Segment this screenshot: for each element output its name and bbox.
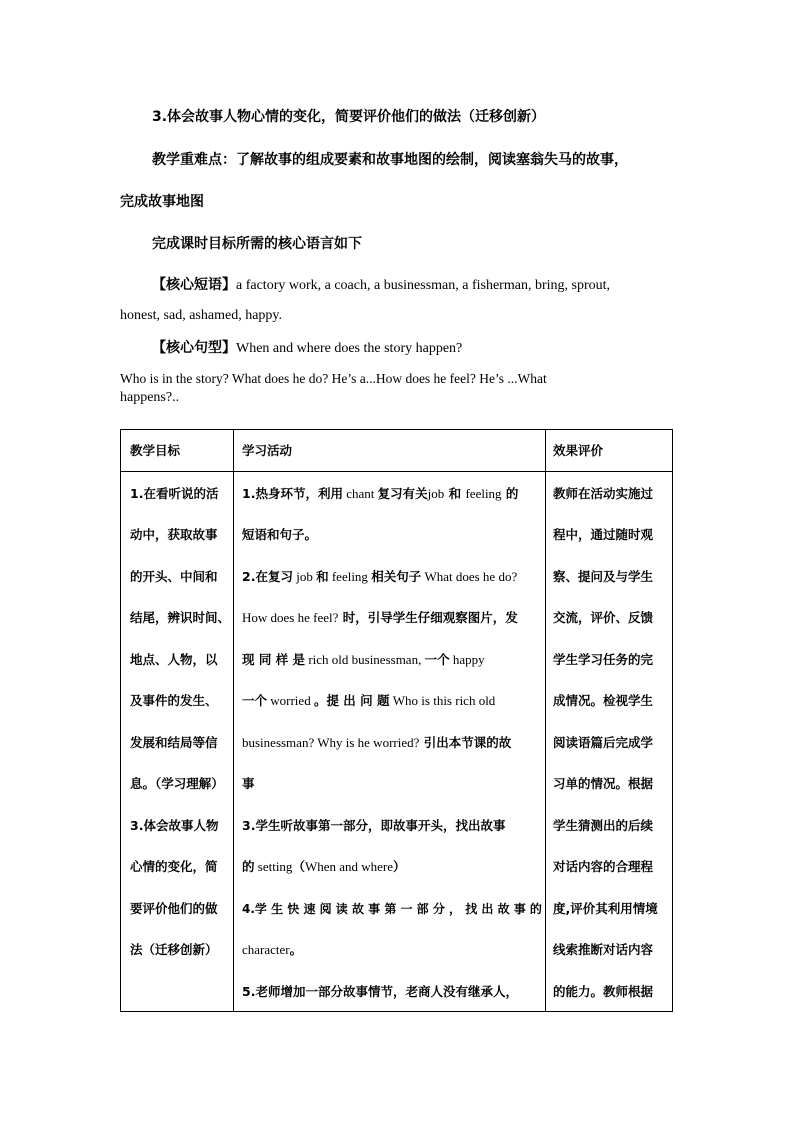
key-difficulty-line-1: 教学重难点：了解故事的组成要素和故事地图的绘制，阅读塞翁失马的故事，	[152, 152, 628, 168]
core-language-intro: 完成课时目标所需的核心语言如下	[152, 236, 362, 252]
activity-text: 。	[289, 942, 303, 957]
key-difficulty-line-2: 完成故事地图	[120, 194, 204, 210]
activity-text: 引出本节课的故	[419, 735, 512, 750]
activity-text: 的	[501, 486, 519, 501]
activity-text: 2.在复习	[242, 569, 293, 584]
header-divider	[121, 471, 672, 472]
activity-text: 和	[316, 569, 329, 584]
header-effect-evaluation: 效果评价	[553, 443, 604, 458]
activity-line-7	[242, 735, 511, 751]
activity-text: How does he feel?	[242, 610, 339, 625]
evaluation-cell-line: 程中，通过随时观	[553, 527, 654, 542]
goal-cell-line: 动中，获取故事	[130, 527, 218, 542]
activity-line-1	[242, 486, 518, 502]
evaluation-cell-line: 的能力。教师根据	[553, 984, 654, 999]
evaluation-cell-line: 交流，评价、反馈	[553, 610, 654, 625]
col-divider-1	[233, 430, 234, 1011]
activity-line-9: 3.学生听故事第一部分，即故事开头，找出故事	[242, 818, 506, 833]
activity-line-12	[242, 942, 302, 958]
activity-line-3	[242, 569, 517, 585]
col-divider-2	[545, 430, 546, 1011]
activity-text: character	[242, 942, 290, 957]
evaluation-cell-line: 线索推断对话内容	[553, 942, 654, 957]
goal-cell-line: 地点、人物，以	[130, 652, 218, 667]
activity-text: happy	[449, 652, 485, 667]
activity-text: 相关句子	[371, 569, 422, 584]
evaluation-cell-line: 学生学习任务的完	[553, 652, 654, 667]
activity-text: What does he do?	[421, 569, 518, 584]
core-sentences-label: 【核心句型】	[152, 340, 236, 356]
lesson-table	[120, 429, 673, 1012]
goal-cell-line: 要评价他们的做	[130, 901, 218, 916]
core-sentences-line-2: Who is in the story? What does he do? He’s a...How does he feel? He’s ...What	[120, 371, 547, 386]
activity-text: job	[427, 486, 445, 501]
activity-text: Who is this rich old	[389, 693, 496, 708]
core-phrases-text-1: a factory work, a coach, a businessman, a fisherman, bring, sprout,	[236, 278, 610, 293]
activity-text: chant	[342, 486, 378, 501]
activity-line-13: 5.老师增加一部分故事情节，老商人没有继承人，	[242, 984, 518, 999]
evaluation-cell-line: 度,评价其利用情境	[553, 901, 658, 916]
activity-text: job	[292, 569, 317, 584]
activity-text: 现 同 样 是	[242, 652, 306, 667]
activity-text: 。提 出 问 题	[313, 693, 390, 708]
activity-text: 和	[444, 486, 466, 501]
goal-cell-line: 3.体会故事人物	[130, 818, 219, 833]
evaluation-cell-line: 对话内容的合理程	[553, 859, 654, 874]
evaluation-cell-line: 察、提问及与学生	[553, 569, 654, 584]
goal-cell-line: 心情的变化，简	[130, 859, 218, 874]
evaluation-cell-line: 习单的情况。根据	[553, 776, 654, 791]
activity-line-10	[242, 859, 406, 875]
goal-cell-line: 发展和结局等信	[130, 735, 218, 750]
activity-line-5	[242, 652, 485, 668]
activity-text: 的	[242, 859, 255, 874]
goal-cell-line: 息。（学习理解）	[130, 776, 224, 791]
core-phrases-line-1	[152, 276, 610, 295]
core-phrases-label: 【核心短语】	[152, 277, 236, 293]
goal-cell-line: 结尾，辨识时间、	[130, 610, 231, 625]
activity-text: 复习有关	[377, 486, 428, 501]
core-phrases-line-2: honest, sad, ashamed, happy.	[120, 308, 282, 323]
activity-text: 1.热身环节，利用	[242, 486, 343, 501]
core-sentences-line-3: happens?..	[120, 390, 180, 405]
activity-text: setting	[254, 859, 293, 874]
activity-line-8: 事	[242, 776, 255, 791]
activity-text: 一个	[424, 652, 450, 667]
goal-cell-line: 及事件的发生、	[130, 693, 218, 708]
activity-line-4	[242, 610, 518, 626]
core-sentences-line-1	[152, 339, 462, 358]
goal-3-line: 3.体会故事人物心情的变化，简要评价他们的做法（迁移创新）	[152, 109, 546, 125]
evaluation-cell-line: 教师在活动实施过	[553, 486, 654, 501]
activity-text: （	[292, 859, 305, 874]
activity-text: ）	[393, 859, 406, 874]
activity-text: 一个	[242, 693, 268, 708]
activity-text: worried	[267, 693, 314, 708]
activity-line-2: 短语和句子。	[242, 527, 318, 542]
activity-text: feeling	[465, 486, 502, 501]
goal-cell-line: 1.在看听说的活	[130, 486, 219, 501]
evaluation-cell-line: 学生猜测出的后续	[553, 818, 654, 833]
goal-cell-line: 的开头、中间和	[130, 569, 218, 584]
header-learning-activity: 学习活动	[242, 443, 293, 458]
activity-text: 时，引导学生仔细观察图片，发	[338, 610, 518, 625]
activity-text: feeling	[328, 569, 372, 584]
activity-text: businessman? Why is he worried?	[242, 735, 420, 750]
evaluation-cell-line: 阅读语篇后完成学	[553, 735, 654, 750]
core-sentences-text-1: When and where does the story happen?	[236, 341, 463, 356]
header-teaching-goal: 教学目标	[130, 443, 181, 458]
activity-line-6	[242, 693, 495, 709]
activity-line-11: 4.学 生 快 速 阅 读 故 事 第 一 部 分 ， 找 出 故 事 的	[242, 902, 542, 916]
goal-cell-line: 法（迁移创新）	[130, 942, 218, 957]
activity-text: rich old businessman,	[305, 652, 425, 667]
evaluation-cell-line: 成情况。检视学生	[553, 693, 654, 708]
activity-text: When and where	[304, 859, 394, 874]
